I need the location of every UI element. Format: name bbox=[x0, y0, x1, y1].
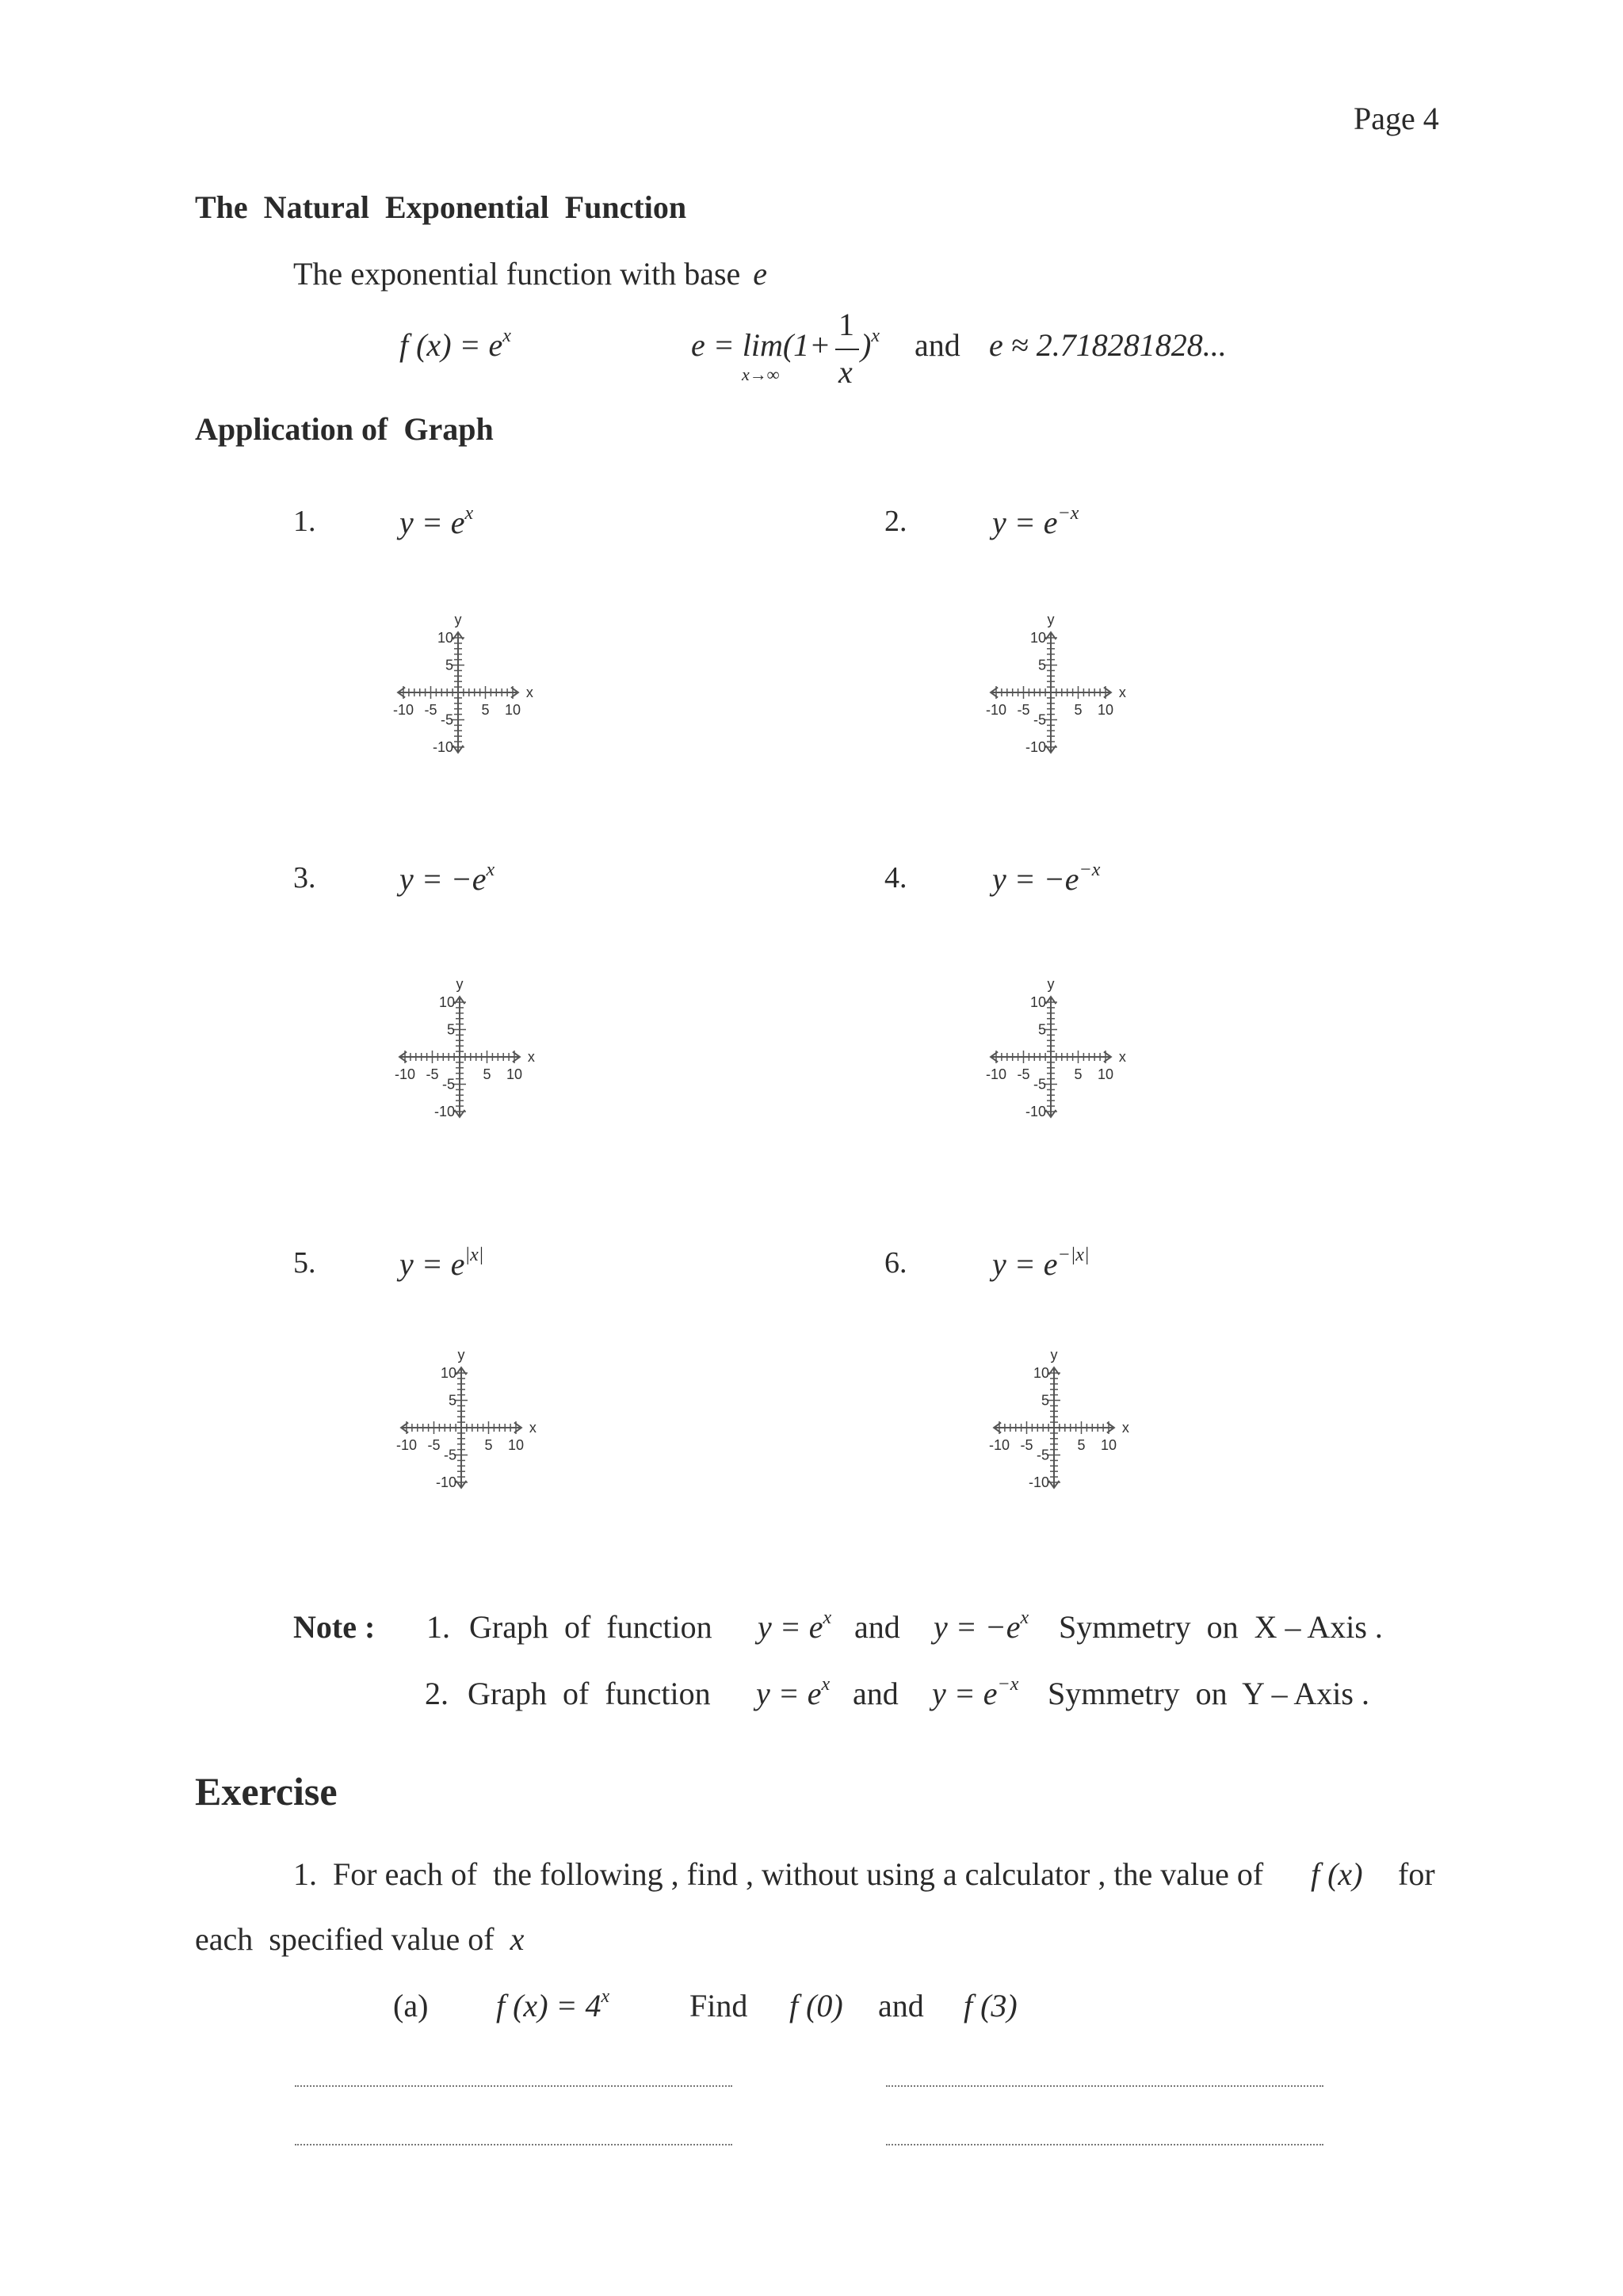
graph-2-equation bbox=[992, 504, 1079, 541]
note-1-f1-exp: x bbox=[823, 1608, 832, 1628]
graph-3-axes-group bbox=[395, 976, 535, 1119]
lim-subscript: x→∞ bbox=[742, 364, 780, 384]
x-axis-label: x bbox=[525, 685, 533, 700]
x-arrow-left-icon bbox=[398, 688, 405, 698]
y-tick-label: 10 bbox=[1029, 994, 1046, 1010]
graph-6-number: 6. bbox=[884, 1246, 907, 1280]
note-1-f1-base: y = e bbox=[758, 1609, 823, 1645]
y-tick-label: 5 bbox=[446, 1021, 455, 1038]
note-1-f2-exp: x bbox=[1020, 1608, 1029, 1628]
x-tick-label: -10 bbox=[394, 1066, 416, 1082]
note-2-f2 bbox=[932, 1675, 1018, 1712]
x-tick-label: 10 bbox=[1097, 1066, 1114, 1082]
y-arrow-down-icon bbox=[456, 1481, 467, 1488]
note-2-and: and bbox=[853, 1676, 899, 1711]
exercise-q1-fx: f (x) bbox=[1311, 1856, 1363, 1892]
y-tick-label: 10 bbox=[440, 1365, 456, 1381]
x-tick-label: 10 bbox=[504, 702, 521, 718]
x-axis-label: x bbox=[527, 1049, 535, 1065]
e-limit-close bbox=[861, 326, 880, 364]
part-a-f0: f (0) bbox=[789, 1988, 843, 2023]
y-tick-label: -5 bbox=[443, 1447, 456, 1463]
x-arrow-right-icon bbox=[1107, 1423, 1114, 1433]
y-tick-label: -5 bbox=[1033, 1076, 1046, 1093]
y-tick-label: -5 bbox=[441, 1076, 455, 1093]
x-tick-label: 10 bbox=[507, 1437, 525, 1453]
graph-6-exp: −|x| bbox=[1057, 1245, 1090, 1265]
x-axis-label: x bbox=[1118, 685, 1126, 700]
graph-4-equation bbox=[992, 860, 1100, 898]
note-2-f2-base: y = e bbox=[932, 1676, 998, 1711]
y-tick-label: 5 bbox=[445, 657, 453, 673]
y-arrow-down-icon bbox=[455, 1110, 465, 1117]
note-label: Note : bbox=[293, 1609, 376, 1645]
y-axis-label: y bbox=[457, 1347, 465, 1363]
y-tick-label: -5 bbox=[1033, 711, 1046, 728]
y-tick-label: 10 bbox=[437, 630, 453, 646]
y-tick-label: -10 bbox=[432, 739, 453, 755]
answer-line-right-1[interactable] bbox=[886, 2085, 1323, 2087]
x-axis-label: x bbox=[1118, 1049, 1126, 1065]
part-a-fx bbox=[496, 1987, 609, 2024]
graph-5-exp: |x| bbox=[464, 1245, 484, 1265]
graph-3-equation bbox=[399, 860, 495, 898]
x-arrow-right-icon bbox=[511, 688, 518, 698]
x-tick-label: 10 bbox=[1100, 1437, 1117, 1453]
x-arrow-right-icon bbox=[1104, 688, 1111, 698]
x-tick-label: -10 bbox=[392, 702, 414, 718]
y-arrow-down-icon bbox=[1049, 1481, 1060, 1488]
graph-2-axes-group bbox=[986, 612, 1126, 755]
y-arrow-up-icon bbox=[1046, 632, 1056, 639]
graph-6-axes-group bbox=[989, 1347, 1129, 1490]
graph-3-exp: x bbox=[486, 860, 495, 880]
answer-line-left-2[interactable] bbox=[295, 2144, 732, 2145]
graph-1-base: y = e bbox=[399, 505, 465, 540]
part-a-and: and bbox=[878, 1988, 924, 2023]
x-tick-label: 5 bbox=[1074, 1066, 1083, 1082]
graph-3-base: y = −e bbox=[399, 861, 487, 897]
x-tick-label: -10 bbox=[988, 1437, 1010, 1453]
answer-line-left-1[interactable] bbox=[295, 2085, 732, 2087]
fraction-numerator: 1 bbox=[838, 307, 854, 342]
note-1-num: 1. bbox=[426, 1609, 450, 1645]
y-tick-label: -5 bbox=[440, 711, 453, 728]
y-axis-label: y bbox=[1047, 976, 1055, 993]
exercise-q1-for: for bbox=[1398, 1856, 1435, 1892]
x-tick-label: -5 bbox=[1020, 1437, 1033, 1453]
graph-4-number: 4. bbox=[884, 861, 907, 894]
note-2-f1-exp: x bbox=[821, 1674, 831, 1695]
note-2-f2-exp: −x bbox=[997, 1674, 1019, 1695]
page-number: Page 4 bbox=[1354, 101, 1439, 136]
graph-2-number: 2. bbox=[884, 505, 907, 538]
y-arrow-up-icon bbox=[453, 632, 464, 639]
e-limit-definition bbox=[691, 326, 831, 364]
x-arrow-right-icon bbox=[1104, 1052, 1111, 1062]
part-a-fx-base: f (x) = 4 bbox=[496, 1988, 601, 2023]
y-arrow-down-icon bbox=[1046, 1110, 1056, 1117]
note-2-text: Graph of function bbox=[468, 1676, 711, 1711]
y-arrow-up-icon bbox=[1049, 1367, 1060, 1375]
y-arrow-up-icon bbox=[1046, 997, 1056, 1004]
part-a-label: (a) bbox=[393, 1988, 429, 2023]
y-axis-label: y bbox=[456, 976, 464, 993]
e-approx: e ≈ 2.718281828... bbox=[989, 327, 1227, 363]
x-tick-label: -10 bbox=[985, 702, 1007, 718]
y-tick-label: -5 bbox=[1036, 1447, 1049, 1463]
graph-1-axes-group bbox=[393, 612, 533, 755]
x-tick-label: -5 bbox=[426, 1066, 439, 1082]
y-tick-label: 5 bbox=[1037, 1021, 1046, 1038]
part-a-f3: f (3) bbox=[964, 1988, 1018, 2023]
x-tick-label: 5 bbox=[1077, 1437, 1086, 1453]
note-1-f2-base: y = −e bbox=[934, 1609, 1021, 1645]
e-close-paren: ) bbox=[861, 327, 872, 363]
exercise-q1-x: x bbox=[510, 1921, 525, 1957]
fx-exp: x bbox=[502, 326, 511, 346]
x-axis-label: x bbox=[1121, 1420, 1129, 1436]
graph-1-number: 1. bbox=[293, 505, 316, 538]
graph-4-base: y = −e bbox=[992, 861, 1079, 897]
section-title: The Natural Exponential Function bbox=[195, 189, 687, 225]
x-tick-label: 5 bbox=[483, 1066, 491, 1082]
exercise-q1-line2-text: each specified value of bbox=[195, 1921, 495, 1957]
e-limit-exp: x bbox=[871, 326, 880, 346]
graph-3-number: 3. bbox=[293, 861, 316, 894]
note-2-f1-base: y = e bbox=[756, 1676, 822, 1711]
part-a-find: Find bbox=[689, 1988, 748, 2023]
fx-definition bbox=[399, 326, 511, 364]
y-tick-label: 10 bbox=[1033, 1365, 1049, 1381]
y-tick-label: 5 bbox=[448, 1392, 456, 1409]
x-arrow-right-icon bbox=[514, 1423, 521, 1433]
exercise-title: Exercise bbox=[195, 1769, 338, 1814]
note-2-f1 bbox=[756, 1675, 830, 1712]
x-tick-label: -5 bbox=[424, 702, 437, 718]
exercise-q1-line1: 1. For each of the following , find , without using a calculator , the value of bbox=[293, 1856, 1264, 1892]
graph-2-base: y = e bbox=[992, 505, 1058, 540]
graph-1-exp: x bbox=[464, 503, 474, 524]
x-tick-label: 10 bbox=[506, 1066, 523, 1082]
fx-lhs: f (x) = e bbox=[399, 327, 503, 363]
y-tick-label: -10 bbox=[1025, 739, 1046, 755]
x-tick-label: 5 bbox=[1074, 702, 1083, 718]
note-1-symmetry: Symmetry on X – Axis . bbox=[1059, 1609, 1383, 1645]
graph-4-axes-group bbox=[986, 976, 1126, 1119]
part-a-fx-exp: x bbox=[601, 1986, 610, 2007]
y-arrow-down-icon bbox=[1046, 746, 1056, 753]
application-title: Application of Graph bbox=[195, 411, 494, 447]
x-tick-label: 10 bbox=[1097, 702, 1114, 718]
fraction-bar bbox=[835, 349, 859, 350]
y-tick-label: -10 bbox=[433, 1104, 455, 1119]
note-line-1 bbox=[426, 1608, 712, 1646]
y-axis-label: y bbox=[1050, 1347, 1058, 1363]
y-axis-label: y bbox=[454, 612, 462, 628]
y-tick-label: -10 bbox=[1028, 1474, 1049, 1490]
exercise-q1-line2 bbox=[195, 1920, 524, 1958]
y-tick-label: 5 bbox=[1037, 657, 1046, 673]
x-tick-label: 5 bbox=[484, 1437, 493, 1453]
graph-2-exp: −x bbox=[1057, 503, 1079, 524]
y-arrow-up-icon bbox=[456, 1367, 467, 1375]
note-2-symmetry: Symmetry on Y – Axis . bbox=[1048, 1676, 1369, 1711]
intro-text: The exponential function with base bbox=[293, 256, 741, 292]
fraction-denominator: x bbox=[838, 354, 853, 390]
y-arrow-up-icon bbox=[455, 997, 465, 1004]
x-axis-label: x bbox=[529, 1420, 537, 1436]
x-arrow-right-icon bbox=[513, 1052, 520, 1062]
note-1-and: and bbox=[854, 1609, 900, 1645]
definition-and: and bbox=[915, 327, 960, 363]
x-tick-label: -5 bbox=[1017, 702, 1030, 718]
graph-5-base: y = e bbox=[399, 1246, 465, 1282]
graph-5-equation bbox=[399, 1245, 483, 1283]
intro-base: e bbox=[753, 256, 768, 292]
graph-5-number: 5. bbox=[293, 1246, 316, 1280]
graph-6-equation bbox=[992, 1245, 1090, 1283]
graph-6-base: y = e bbox=[992, 1246, 1058, 1282]
y-tick-label: -10 bbox=[1025, 1104, 1046, 1119]
note-1-text: Graph of function bbox=[469, 1609, 712, 1645]
graph-1-equation bbox=[399, 504, 473, 541]
x-tick-label: -10 bbox=[985, 1066, 1007, 1082]
note-line-2 bbox=[425, 1675, 711, 1712]
e-lim-lhs: e = lim(1+ bbox=[691, 327, 831, 363]
note-1-f1 bbox=[758, 1608, 831, 1646]
graph-4-exp: −x bbox=[1079, 860, 1101, 880]
answer-line-right-2[interactable] bbox=[886, 2144, 1323, 2145]
x-tick-label: 5 bbox=[481, 702, 490, 718]
x-arrow-left-icon bbox=[399, 1052, 407, 1062]
y-tick-label: 10 bbox=[1029, 630, 1046, 646]
x-tick-label: -10 bbox=[395, 1437, 418, 1453]
y-tick-label: -10 bbox=[435, 1474, 456, 1490]
y-arrow-down-icon bbox=[453, 746, 464, 753]
x-tick-label: -5 bbox=[427, 1437, 441, 1453]
y-tick-label: 5 bbox=[1041, 1392, 1049, 1409]
y-tick-label: 10 bbox=[438, 994, 455, 1010]
note-2-num: 2. bbox=[425, 1676, 449, 1711]
x-arrow-left-icon bbox=[401, 1423, 408, 1433]
note-1-f2 bbox=[934, 1608, 1029, 1646]
x-arrow-left-icon bbox=[991, 688, 998, 698]
graph-5-axes-group bbox=[396, 1347, 537, 1490]
x-arrow-left-icon bbox=[994, 1423, 1001, 1433]
x-tick-label: -5 bbox=[1017, 1066, 1030, 1082]
y-axis-label: y bbox=[1047, 612, 1055, 628]
intro-line bbox=[293, 255, 767, 292]
x-arrow-left-icon bbox=[991, 1052, 998, 1062]
